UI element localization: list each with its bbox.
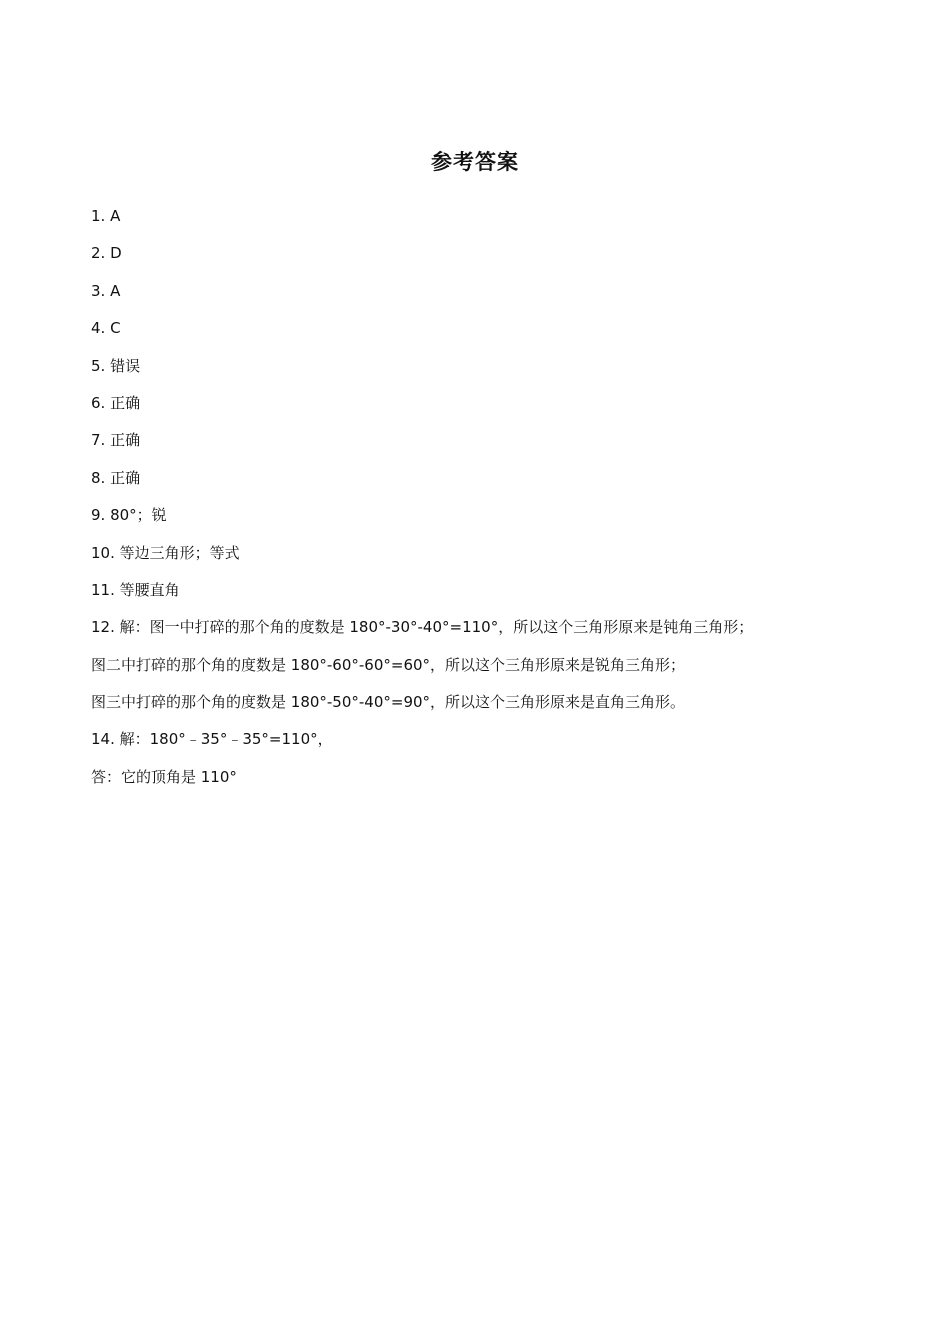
answer-line-9: 9. 80°；锐 — [91, 506, 167, 525]
answer-line-12-figure-2: 图二中打碎的那个角的度数是 180°-60°-60°=60°，所以这个三角形原来是锐角三角形； — [91, 655, 686, 674]
answer-line-2: 2. D — [91, 244, 122, 263]
answer-line-7: 7. 正确 — [91, 431, 141, 450]
answer-line-5: 5. 错误 — [91, 356, 141, 375]
answer-line-10: 10. 等边三角形；等式 — [91, 543, 240, 562]
answer-line-4: 4. C — [91, 319, 121, 338]
answer-line-12-figure-3: 图三中打碎的那个角的度数是 180°-50°-40°=90°，所以这个三角形原来是直角三角形。 — [91, 693, 686, 712]
answer-line-3: 3. A — [91, 281, 121, 300]
answer-line-8: 8. 正确 — [91, 468, 141, 487]
answer-list — [91, 205, 891, 803]
answer-line-1: 1. A — [91, 207, 121, 225]
page-title: 参考答案 — [431, 150, 519, 174]
answer-line-12: 12. 解：图一中打碎的那个角的度数是 180°-30°-40°=110°，所以这个三角形原来是钝角三角形； — [91, 618, 754, 637]
answer-line-14-conclusion: 答：它的顶角是 110° — [91, 767, 237, 786]
answer-line-11: 11. 等腰直角 — [91, 580, 180, 599]
answer-line-14: 14. 解：180°﹣35°﹣35°=110°， — [91, 730, 333, 749]
answer-line-6: 6. 正确 — [91, 393, 141, 412]
